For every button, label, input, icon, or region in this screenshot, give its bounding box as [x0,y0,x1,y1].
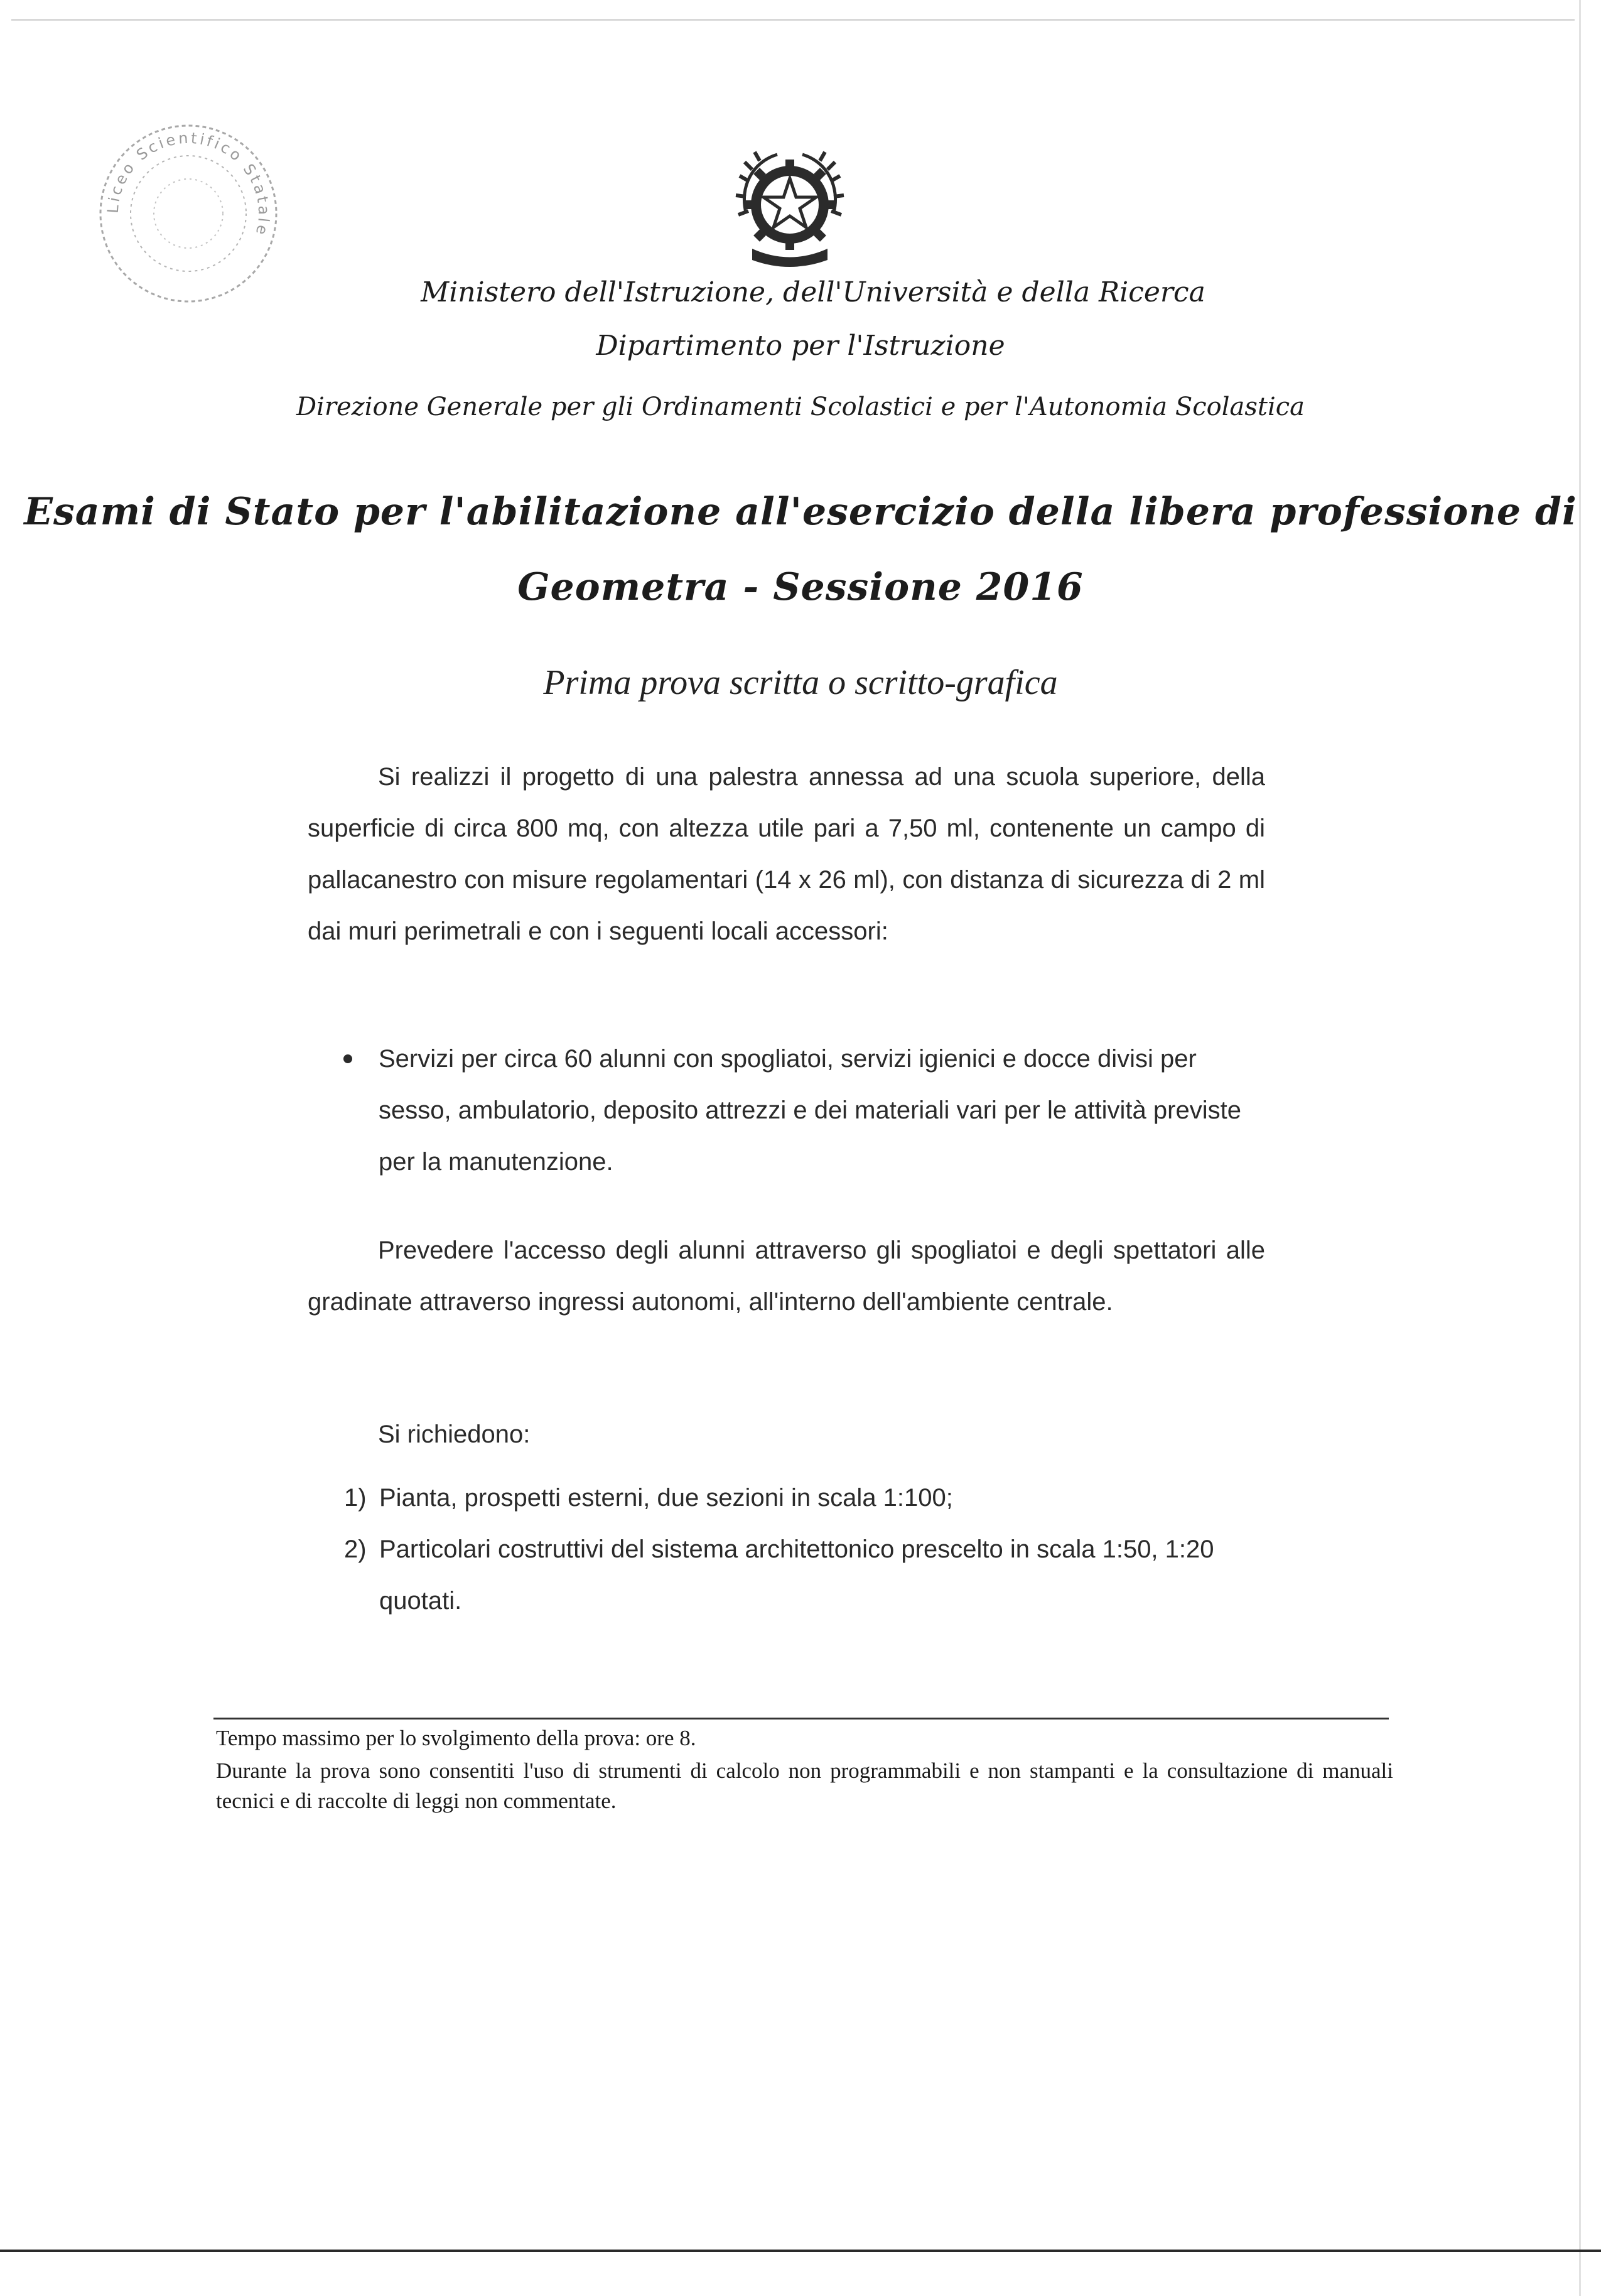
footer-time-note: Tempo massimo per lo svolgimento della prova: ore 8. [216,1726,696,1750]
bullet-icon [343,1054,352,1063]
list-item-text: Pianta, prospetti esterni, due sezioni in scala 1:100; [379,1484,953,1512]
directorate-name: Direzione Generale per gli Ordinamenti Scolastici e per l'Autonomia Scolastica [296,393,1305,421]
list-item [344,1472,1273,1524]
exam-title-line2: Geometra - Sessione 2016 [517,565,1084,609]
italian-republic-emblem-icon [727,137,853,274]
ministry-name: Ministero dell'Istruzione, dell'Università e della Ricerca [421,276,1205,308]
list-item-number: 2) [344,1535,367,1563]
list-item [344,1524,1273,1627]
list-item [336,1033,1271,1188]
requests-list [344,1472,1273,1627]
page-edge-top [11,19,1575,21]
list-item-text: Servizi per circa 60 alunni con spogliatoi, servizi igienici e docce divisi per sesso, ambulatorio, deposito attrezzi e dei materiali vari per le attività previste per la manutenzione. [379,1045,1241,1176]
test-heading: Prima prova scritta o scritto-grafica [543,663,1058,702]
page-edge-bottom [0,2250,1601,2252]
exam-title-line1: Esami di Stato per l'abilitazione all'esercizio della libera professione di [24,490,1577,534]
list-item-number: 1) [344,1484,367,1512]
footer-tools-note: Durante la prova sono consentiti l'uso di strumenti di calcolo non programmabili e non stampanti e la consultazione di manuali tecnici e di raccolte di leggi non commentate. [216,1758,1393,1813]
stamp-text: Liceo Scientifico Statale [104,129,273,239]
access-paragraph: Prevedere l'accesso degli alunni attraverso gli spogliatoi e degli spettatori alle gradinate attraverso ingressi autonomi, all'interno dell'ambiente centrale. [308,1237,1265,1316]
requests-label: Si richiedono: [378,1421,531,1448]
svg-text:Liceo Scientifico Statale [104,129,272,239]
list-item-text: Particolari costruttivi del sistema architettonico prescelto in scala 1:50, 1:20 quotati. [379,1535,1214,1615]
facilities-list [336,1033,1271,1188]
footer-divider [213,1718,1389,1719]
intro-paragraph: Si realizzi il progetto di una palestra annessa ad una scuola superiore, della superficie di circa 800 mq, con altezza utile pari a 7,50 ml, contenente un campo di pallacanestro con misure regolamentari (14 x 26 ml), con distanza di sicurezza di 2 ml dai muri perimetrali e con i seguenti locali accessori: [308,763,1265,945]
department-name: Dipartimento per l'Istruzione [596,330,1005,362]
